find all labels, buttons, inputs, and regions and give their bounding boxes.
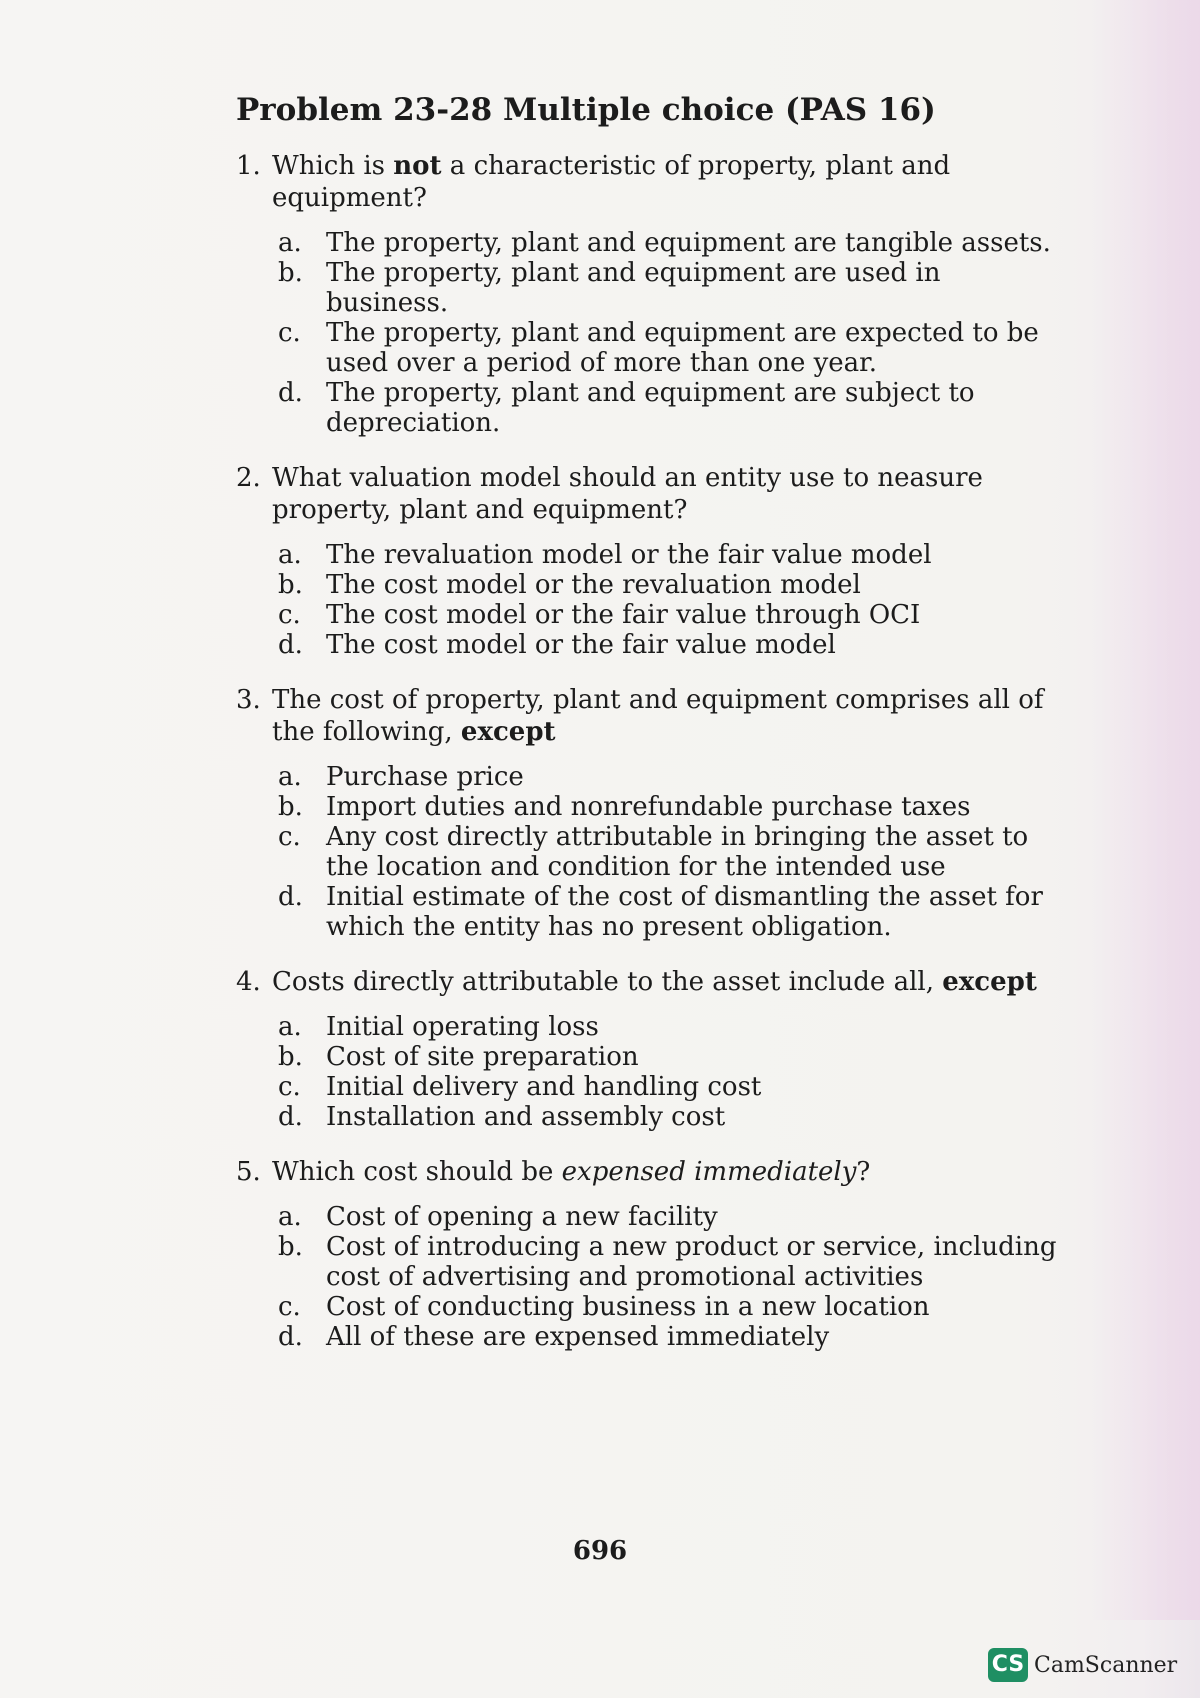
options-list: [272, 1012, 1066, 1132]
options-list: [272, 762, 1066, 942]
options-list: [272, 1202, 1066, 1352]
option-a: [272, 1012, 1066, 1042]
question-text: [236, 150, 1066, 214]
camscanner-logo-icon: CS: [988, 1648, 1028, 1682]
option-letter: b.: [278, 1042, 303, 1072]
page-edge-shadow: [1090, 0, 1200, 1620]
option-a: [272, 540, 1066, 570]
question-4: [236, 966, 1066, 1132]
option-letter: a.: [278, 762, 302, 792]
camscanner-text: CamScanner: [1034, 1652, 1178, 1678]
option-b: [272, 258, 1066, 318]
option-letter: b.: [278, 1232, 303, 1262]
options-list: [272, 540, 1066, 660]
option-letter: b.: [278, 792, 303, 822]
option-text: The property, plant and equipment are tangible assets.: [326, 228, 1051, 258]
option-b: [272, 792, 1066, 822]
option-text: Any cost directly attributable in bringing the asset to the location and condition for the intended use: [326, 822, 1029, 882]
question-number: 1.: [236, 151, 261, 181]
question-text: [236, 1156, 1066, 1188]
option-letter: a.: [278, 1202, 302, 1232]
option-text: The revaluation model or the fair value model: [326, 540, 932, 570]
option-text: All of these are expensed immediately: [326, 1322, 830, 1352]
option-d: [272, 882, 1066, 942]
option-text: The property, plant and equipment are expected to be used over a period of more than one year.: [326, 318, 1039, 378]
option-b: [272, 1042, 1066, 1072]
option-text: Cost of introducing a new product or service, including cost of advertising and promotional activities: [326, 1232, 1057, 1292]
option-letter: b.: [278, 258, 303, 288]
option-text: Installation and assembly cost: [326, 1102, 726, 1132]
question-text-part: The cost of property, plant and equipment comprises all of the following,: [272, 685, 1044, 747]
option-text: The property, plant and equipment are subject to depreciation.: [326, 378, 975, 438]
option-letter: c.: [278, 1072, 301, 1102]
option-d: [272, 630, 1066, 660]
option-text: The cost model or the fair value through OCI: [326, 600, 921, 630]
option-letter: c.: [278, 600, 301, 630]
option-letter: c.: [278, 1292, 301, 1322]
option-c: [272, 600, 1066, 630]
option-text: The cost model or the revaluation model: [326, 570, 861, 600]
option-text: Cost of site preparation: [326, 1042, 639, 1072]
option-text: The cost model or the fair value model: [326, 630, 836, 660]
option-letter: c.: [278, 822, 301, 852]
question-text-part: Which is: [272, 151, 394, 181]
options-list: [272, 228, 1066, 438]
option-c: [272, 1072, 1066, 1102]
emphasis-expensed-immediately: expensed immediately: [561, 1157, 857, 1187]
option-text: Initial delivery and handling cost: [326, 1072, 762, 1102]
option-letter: a.: [278, 540, 302, 570]
option-letter: d.: [278, 882, 303, 912]
page-content: [236, 92, 1066, 1376]
option-letter: c.: [278, 318, 301, 348]
question-text-part: ?: [856, 1157, 871, 1187]
page-number: 696: [572, 1536, 628, 1566]
emphasis-not: not: [393, 151, 442, 181]
option-letter: a.: [278, 228, 302, 258]
option-text: Initial estimate of the cost of dismantling the asset for which the entity has no present obligation.: [326, 882, 1043, 942]
emphasis-except: except: [460, 717, 556, 747]
question-3: [236, 684, 1066, 942]
question-text: [236, 462, 1066, 526]
question-2: [236, 462, 1066, 660]
option-c: [272, 822, 1066, 882]
question-5: [236, 1156, 1066, 1352]
question-text: [236, 966, 1066, 998]
option-letter: b.: [278, 570, 303, 600]
option-letter: d.: [278, 1102, 303, 1132]
option-d: [272, 378, 1066, 438]
question-text-part: a characteristic of property, plant and equipment?: [272, 151, 951, 213]
option-letter: d.: [278, 378, 303, 408]
option-text: The property, plant and equipment are used in business.: [326, 258, 941, 318]
option-c: [272, 318, 1066, 378]
option-text: Initial operating loss: [326, 1012, 599, 1042]
option-d: [272, 1322, 1066, 1352]
option-b: [272, 1232, 1066, 1292]
camscanner-watermark: [988, 1648, 1177, 1682]
option-text: Import duties and nonrefundable purchase taxes: [326, 792, 971, 822]
emphasis-except: except: [942, 967, 1037, 997]
option-c: [272, 1292, 1066, 1322]
option-letter: d.: [278, 630, 303, 660]
question-text-part: Costs directly attributable to the asset include all,: [272, 967, 943, 997]
question-number: 5.: [236, 1157, 261, 1187]
option-text: Cost of conducting business in a new location: [326, 1292, 930, 1322]
option-a: [272, 762, 1066, 792]
question-text: [236, 684, 1066, 748]
option-a: [272, 228, 1066, 258]
option-text: Cost of opening a new facility: [326, 1202, 718, 1232]
question-text-part: Which cost should be: [272, 1157, 562, 1187]
option-d: [272, 1102, 1066, 1132]
question-number: 2.: [236, 463, 261, 493]
question-body: What valuation model should an entity use to neasure property, plant and equipment?: [272, 463, 983, 525]
problem-title: Problem 23-28 Multiple choice (PAS 16): [236, 92, 936, 128]
option-b: [272, 570, 1066, 600]
question-number: 3.: [236, 685, 261, 715]
question-number: 4.: [236, 967, 261, 997]
question-1: [236, 150, 1066, 438]
option-letter: d.: [278, 1322, 303, 1352]
option-letter: a.: [278, 1012, 302, 1042]
option-a: [272, 1202, 1066, 1232]
option-text: Purchase price: [326, 762, 524, 792]
